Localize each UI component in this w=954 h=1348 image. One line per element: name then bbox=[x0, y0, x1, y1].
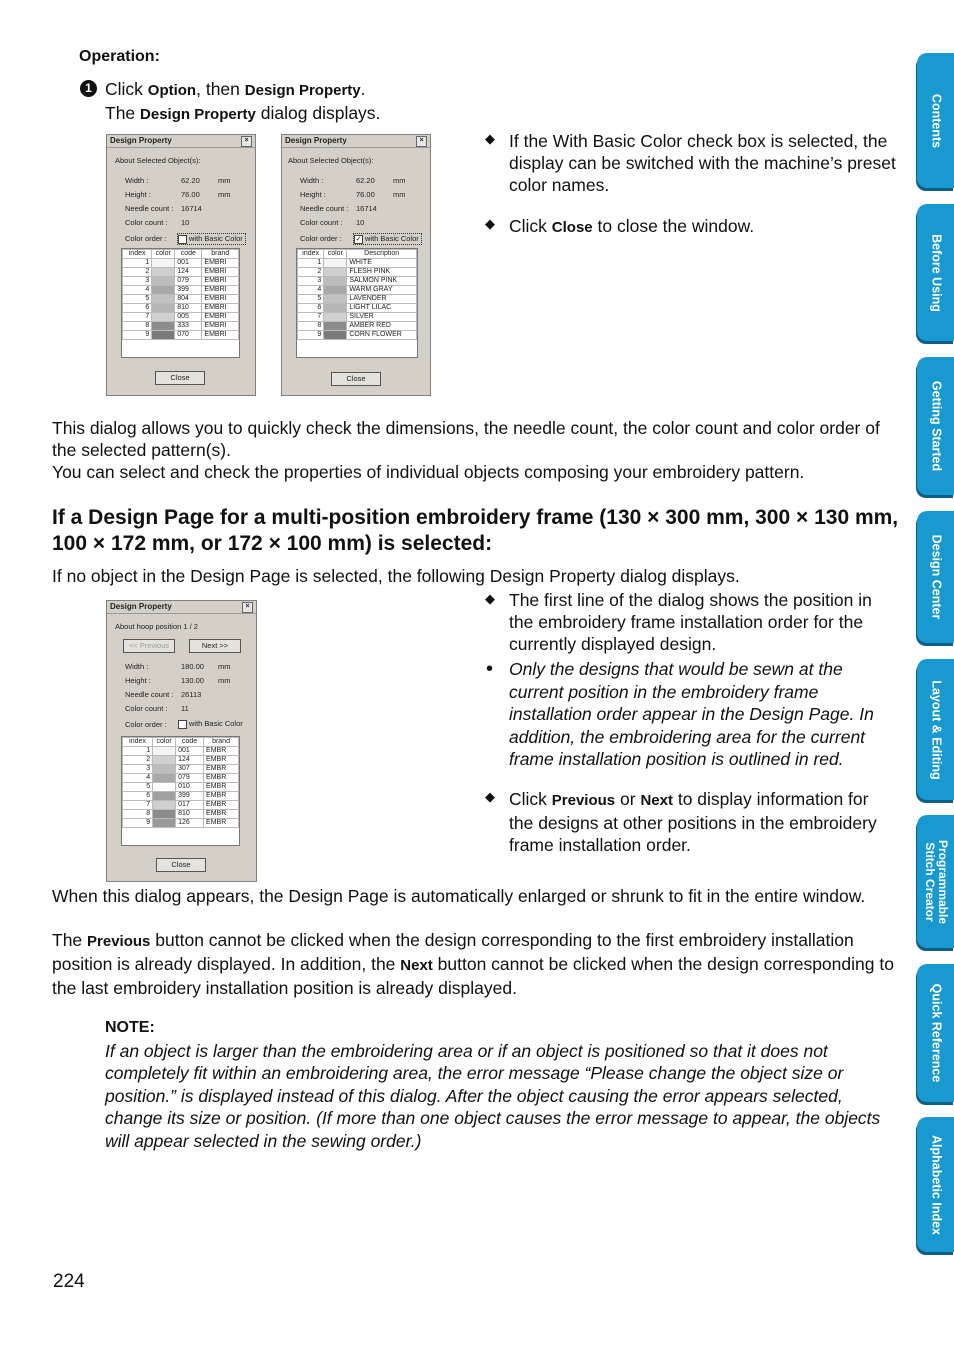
hoop-position-heading: About hoop position 1 / 2 bbox=[115, 622, 198, 631]
color-code: 010 bbox=[176, 783, 204, 792]
checkbox-checked-icon[interactable]: ✓ bbox=[355, 235, 362, 243]
row-index: 8 bbox=[298, 322, 324, 331]
dialog-title: Design Property × bbox=[107, 601, 256, 614]
color-count-label: Color count : bbox=[125, 218, 168, 227]
width-unit: mm bbox=[218, 662, 231, 671]
height-unit: mm bbox=[393, 190, 406, 199]
color-swatch bbox=[324, 277, 347, 286]
color-swatch bbox=[152, 313, 175, 322]
row-index: 3 bbox=[123, 765, 153, 774]
row-index: 8 bbox=[123, 322, 152, 331]
brand: EMBRI bbox=[202, 331, 239, 340]
table-row[interactable] bbox=[298, 268, 417, 277]
color-code: 079 bbox=[175, 277, 202, 286]
row-index: 5 bbox=[298, 295, 324, 304]
close-icon[interactable]: × bbox=[416, 136, 427, 147]
dialog-heading: About Selected Object(s): bbox=[115, 156, 201, 165]
height-label: Height : bbox=[125, 676, 151, 685]
bullet-diamond-icon: ◆ bbox=[485, 131, 495, 146]
needle-value: 16714 bbox=[356, 204, 377, 213]
note-designs-at-position: Only the designs that would be sewn at the current position in the embroidery frame installation order appear in the Design Page. In addition, the embroidering area for the current frame installation position is outlined in red. bbox=[509, 659, 874, 769]
row-index: 2 bbox=[123, 268, 152, 277]
row-index: 6 bbox=[123, 304, 152, 313]
description: WHITE bbox=[347, 259, 417, 268]
description: WARM GRAY bbox=[347, 286, 417, 295]
row-index: 3 bbox=[123, 277, 152, 286]
row-index: 5 bbox=[123, 295, 152, 304]
color-swatch bbox=[152, 322, 175, 331]
table-row[interactable] bbox=[123, 810, 239, 819]
width-label: Width : bbox=[125, 662, 149, 671]
row-index: 2 bbox=[123, 756, 153, 765]
color-swatch bbox=[153, 747, 176, 756]
color-swatch bbox=[153, 792, 176, 801]
step-number-badge: 1 bbox=[80, 80, 97, 97]
brand: EMBRI bbox=[202, 268, 239, 277]
color-swatch bbox=[324, 259, 347, 268]
height-label: Height : bbox=[300, 190, 326, 199]
paragraph-individual-objects: You can select and check the properties of individual objects composing your embroidery pattern. bbox=[52, 462, 805, 482]
color-code: 001 bbox=[175, 259, 202, 268]
bullet-basic-color: If the With Basic Color check box is selected, the display can be switched with the machine’s preset color names. bbox=[509, 131, 896, 195]
table-row[interactable] bbox=[123, 286, 239, 295]
color-count-value: 11 bbox=[181, 704, 189, 713]
bullet-prev-next: Click Previous or Next to display information for the designs at other positions in the embroidery frame installation order. bbox=[509, 789, 877, 855]
color-order-table: index color code brand 1 001 EMBRI 2 124 EMBRI 3 079 EMBRI 4 399 EMBRI 5 804 EMBRI 6 810 EMBRI 7 005 EMBRI 8 333 EMBRI 9 070 EMBRI bbox=[121, 248, 240, 358]
brand: EMBR bbox=[204, 747, 239, 756]
row-index: 1 bbox=[123, 747, 153, 756]
table-row[interactable] bbox=[123, 304, 239, 313]
description: LIGHT LILAC bbox=[347, 304, 417, 313]
row-index: 9 bbox=[298, 331, 324, 340]
bullet-first-line: The first line of the dialog shows the position in the embroidery frame installation order for the currently displayed design. bbox=[509, 590, 872, 654]
table-row[interactable] bbox=[123, 331, 239, 340]
width-unit: mm bbox=[393, 176, 406, 185]
color-swatch bbox=[153, 756, 176, 765]
height-unit: mm bbox=[218, 676, 231, 685]
row-index: 7 bbox=[123, 313, 152, 322]
operation-heading: Operation: bbox=[79, 48, 160, 65]
dialog-heading: About Selected Object(s): bbox=[288, 156, 374, 165]
paragraph-dialog-purpose: This dialog allows you to quickly check the dimensions, the needle count, the color count and color order of the selected pattern(s). bbox=[52, 418, 880, 460]
tab-contents[interactable]: Contents bbox=[917, 53, 954, 188]
option-menu-ref: Option bbox=[147, 82, 197, 99]
color-code: 810 bbox=[175, 304, 202, 313]
width-unit: mm bbox=[218, 176, 231, 185]
color-swatch bbox=[153, 774, 176, 783]
color-swatch bbox=[153, 783, 176, 792]
brand: EMBR bbox=[204, 774, 239, 783]
row-index: 4 bbox=[123, 774, 153, 783]
color-swatch bbox=[324, 304, 347, 313]
table-row[interactable] bbox=[123, 801, 239, 810]
row-index: 3 bbox=[298, 277, 324, 286]
color-count-value: 10 bbox=[181, 218, 190, 227]
table-row[interactable] bbox=[123, 277, 239, 286]
color-swatch bbox=[152, 268, 175, 277]
table-row[interactable] bbox=[298, 304, 417, 313]
brand: EMBRI bbox=[202, 259, 239, 268]
table-row[interactable] bbox=[123, 295, 239, 304]
table-row[interactable] bbox=[123, 322, 239, 331]
color-swatch bbox=[152, 286, 175, 295]
table-row[interactable] bbox=[298, 259, 417, 268]
description: AMBER RED bbox=[347, 322, 417, 331]
close-icon[interactable]: × bbox=[242, 602, 253, 613]
tab-design-center[interactable]: Design Center bbox=[917, 511, 954, 643]
color-swatch bbox=[153, 810, 176, 819]
row-index: 8 bbox=[123, 810, 153, 819]
section-heading: If a Design Page for a multi-position embroidery frame (130 × 300 mm, 300 × 130 mm, 100 × 172 mm, or 172 × 100 mm) is selected: bbox=[52, 506, 899, 555]
color-order-table: index color code brand 1 001 EMBR 2 124 EMBR 3 307 EMBR 4 079 EMBR 5 010 EMBR 6 399 EMBR 7 017 EMBR 8 810 EMBR 9 126 EMBR bbox=[121, 736, 240, 846]
basic-color-checkbox[interactable]: with Basic Color bbox=[178, 719, 243, 729]
row-index: 4 bbox=[123, 286, 152, 295]
brand: EMBRI bbox=[202, 313, 239, 322]
table-row[interactable] bbox=[123, 783, 239, 792]
row-index: 6 bbox=[298, 304, 324, 313]
page-number: 224 bbox=[53, 1271, 85, 1292]
table-row[interactable] bbox=[123, 259, 239, 268]
row-index: 9 bbox=[123, 819, 153, 828]
table-row[interactable] bbox=[123, 268, 239, 277]
brand: EMBRI bbox=[202, 277, 239, 286]
bullet-diamond-icon: ◆ bbox=[485, 789, 495, 804]
width-label: Width : bbox=[125, 176, 149, 185]
color-code: 307 bbox=[176, 765, 204, 774]
paragraph-prev-next-disabled: The Previous button cannot be clicked when the design corresponding to the first embroidery installation position is already displayed. In addition, the Next button cannot be clicked when the design corresponding to the last embroidery installation position is already displayed. bbox=[52, 930, 894, 998]
height-unit: mm bbox=[218, 190, 231, 199]
width-label: Width : bbox=[300, 176, 324, 185]
height-label: Height : bbox=[125, 190, 151, 199]
row-index: 4 bbox=[298, 286, 324, 295]
color-count-label: Color count : bbox=[125, 704, 168, 713]
brand: EMBR bbox=[204, 810, 239, 819]
checkbox-icon[interactable] bbox=[178, 720, 187, 729]
color-swatch bbox=[152, 295, 175, 304]
design-property-dialog-a bbox=[106, 134, 256, 396]
table-row[interactable] bbox=[298, 277, 417, 286]
color-swatch bbox=[324, 322, 347, 331]
color-swatch bbox=[324, 313, 347, 322]
brand: EMBRI bbox=[202, 322, 239, 331]
color-swatch bbox=[153, 765, 176, 774]
bullet-close: Click Close to close the window. bbox=[509, 216, 755, 236]
table-row[interactable] bbox=[123, 756, 239, 765]
description: LAVENDER bbox=[347, 295, 417, 304]
table-row[interactable] bbox=[298, 322, 417, 331]
color-order-label: Color order : bbox=[300, 234, 342, 243]
color-code: 124 bbox=[176, 756, 204, 765]
description: CORN FLOWER bbox=[347, 331, 417, 340]
height-value: 76.00 bbox=[181, 190, 200, 199]
basic-color-checkbox[interactable]: with Basic Color bbox=[177, 233, 246, 245]
design-property-dialog-hoop bbox=[106, 600, 257, 882]
color-order-label: Color order : bbox=[125, 720, 167, 729]
brand: EMBR bbox=[204, 765, 239, 774]
brand: EMBRI bbox=[202, 286, 239, 295]
table-row[interactable] bbox=[298, 286, 417, 295]
color-order-label: Color order : bbox=[125, 234, 167, 243]
close-button[interactable]: Close bbox=[155, 371, 205, 385]
step1-line1: Click Option, then Design Property. bbox=[105, 79, 366, 99]
color-swatch bbox=[153, 819, 176, 828]
color-swatch bbox=[324, 331, 347, 340]
row-index: 9 bbox=[123, 331, 152, 340]
height-value: 76.00 bbox=[356, 190, 375, 199]
color-swatch bbox=[324, 286, 347, 295]
row-index: 5 bbox=[123, 783, 153, 792]
tab-programmable-stitch-creator[interactable]: Programmable Stitch Creator bbox=[917, 815, 954, 948]
row-index: 1 bbox=[123, 259, 152, 268]
note-title: NOTE: bbox=[105, 1019, 155, 1036]
dialog-title: Design Property × bbox=[282, 135, 430, 148]
table-row[interactable] bbox=[298, 313, 417, 322]
bullet-diamond-icon: ◆ bbox=[485, 591, 495, 606]
description: FLESH PINK bbox=[347, 268, 417, 277]
color-code: 070 bbox=[175, 331, 202, 340]
brand: EMBR bbox=[204, 819, 239, 828]
color-code: 399 bbox=[176, 792, 204, 801]
color-order-table: index color Description 1 WHITE 2 FLESH PINK 3 SALMON PINK 4 WARM GRAY 5 LAVENDER 6 LIGHT LILAC 7 SILVER 8 AMBER RED 9 CORN FLOWER bbox=[296, 248, 418, 358]
color-count-label: Color count : bbox=[300, 218, 343, 227]
width-value: 180.00 bbox=[181, 662, 204, 671]
tab-quick-reference[interactable]: Quick Reference bbox=[917, 964, 954, 1102]
color-count-value: 10 bbox=[356, 218, 365, 227]
table-row[interactable] bbox=[123, 792, 239, 801]
row-index: 6 bbox=[123, 792, 153, 801]
color-code: 005 bbox=[175, 313, 202, 322]
close-button[interactable]: Close bbox=[331, 372, 381, 386]
paragraph-no-object: If no object in the Design Page is selected, the following Design Property dialog displays. bbox=[52, 566, 740, 586]
color-swatch bbox=[324, 295, 347, 304]
close-icon[interactable]: × bbox=[241, 136, 252, 147]
table-row[interactable] bbox=[298, 295, 417, 304]
color-code: 333 bbox=[175, 322, 202, 331]
needle-label: Needle count : bbox=[300, 204, 349, 213]
height-value: 130.00 bbox=[181, 676, 204, 685]
table-row[interactable] bbox=[298, 331, 417, 340]
brand: EMBR bbox=[204, 801, 239, 810]
width-value: 62.20 bbox=[181, 176, 200, 185]
table-row[interactable] bbox=[123, 819, 239, 828]
tab-getting-started[interactable]: Getting Started bbox=[917, 357, 954, 495]
color-code: 804 bbox=[175, 295, 202, 304]
design-property-ref: Design Property bbox=[244, 82, 361, 99]
next-button[interactable]: Next >> bbox=[189, 639, 241, 653]
close-button[interactable]: Close bbox=[156, 858, 206, 872]
color-code: 124 bbox=[175, 268, 202, 277]
needle-value: 16714 bbox=[181, 204, 202, 213]
tab-before-using[interactable]: Before Using bbox=[917, 204, 954, 341]
row-index: 1 bbox=[298, 259, 324, 268]
table-row[interactable] bbox=[123, 765, 239, 774]
bullet-dot-icon: • bbox=[486, 658, 494, 680]
color-code: 810 bbox=[176, 810, 204, 819]
color-swatch bbox=[152, 304, 175, 313]
tab-alphabetic-index[interactable]: Alphabetic Index bbox=[917, 1117, 954, 1252]
brand: EMBR bbox=[204, 756, 239, 765]
row-index: 2 bbox=[298, 268, 324, 277]
brand: EMBRI bbox=[202, 304, 239, 313]
color-swatch bbox=[152, 277, 175, 286]
color-code: 079 bbox=[176, 774, 204, 783]
row-index: 7 bbox=[298, 313, 324, 322]
brand: EMBR bbox=[204, 783, 239, 792]
color-swatch bbox=[152, 259, 175, 268]
brand: EMBRI bbox=[202, 295, 239, 304]
note-body: If an object is larger than the embroidering area or if an object is positioned so that it does not completely fit within an embroidering area, the error message “Please change the object size or position.” is displayed instead of this dialog. After the object causing the error appears selected, change its size or position. (If more than one object causes the error message to appear, the objects will appear selected in the sewing order.) bbox=[105, 1041, 881, 1151]
needle-label: Needle count : bbox=[125, 204, 174, 213]
row-index: 7 bbox=[123, 801, 153, 810]
needle-label: Needle count : bbox=[125, 690, 174, 699]
table-row[interactable] bbox=[123, 747, 239, 756]
design-property-dialog-b bbox=[281, 134, 431, 396]
table-row[interactable] bbox=[123, 774, 239, 783]
previous-button[interactable]: << Previous bbox=[123, 639, 175, 653]
description: SILVER bbox=[347, 313, 417, 322]
color-code: 017 bbox=[176, 801, 204, 810]
description: SALMON PINK bbox=[347, 277, 417, 286]
paragraph-auto-resize: When this dialog appears, the Design Page is automatically enlarged or shrunk to fit in the entire window. bbox=[52, 886, 866, 906]
brand: EMBR bbox=[204, 792, 239, 801]
color-swatch bbox=[324, 268, 347, 277]
table-row[interactable] bbox=[123, 313, 239, 322]
color-code: 126 bbox=[176, 819, 204, 828]
width-value: 62.20 bbox=[356, 176, 375, 185]
tab-layout-editing[interactable]: Layout & Editing bbox=[917, 659, 954, 800]
dialog-title: Design Property × bbox=[107, 135, 255, 148]
color-code: 399 bbox=[175, 286, 202, 295]
needle-value: 26113 bbox=[181, 690, 202, 699]
step1-line2: The Design Property dialog displays. bbox=[105, 103, 381, 123]
color-swatch bbox=[152, 331, 175, 340]
color-code: 001 bbox=[176, 747, 204, 756]
basic-color-checkbox[interactable]: ✓ with Basic Color bbox=[353, 233, 422, 245]
bullet-diamond-icon: ◆ bbox=[485, 216, 495, 231]
checkbox-icon[interactable] bbox=[178, 235, 187, 244]
color-swatch bbox=[153, 801, 176, 810]
